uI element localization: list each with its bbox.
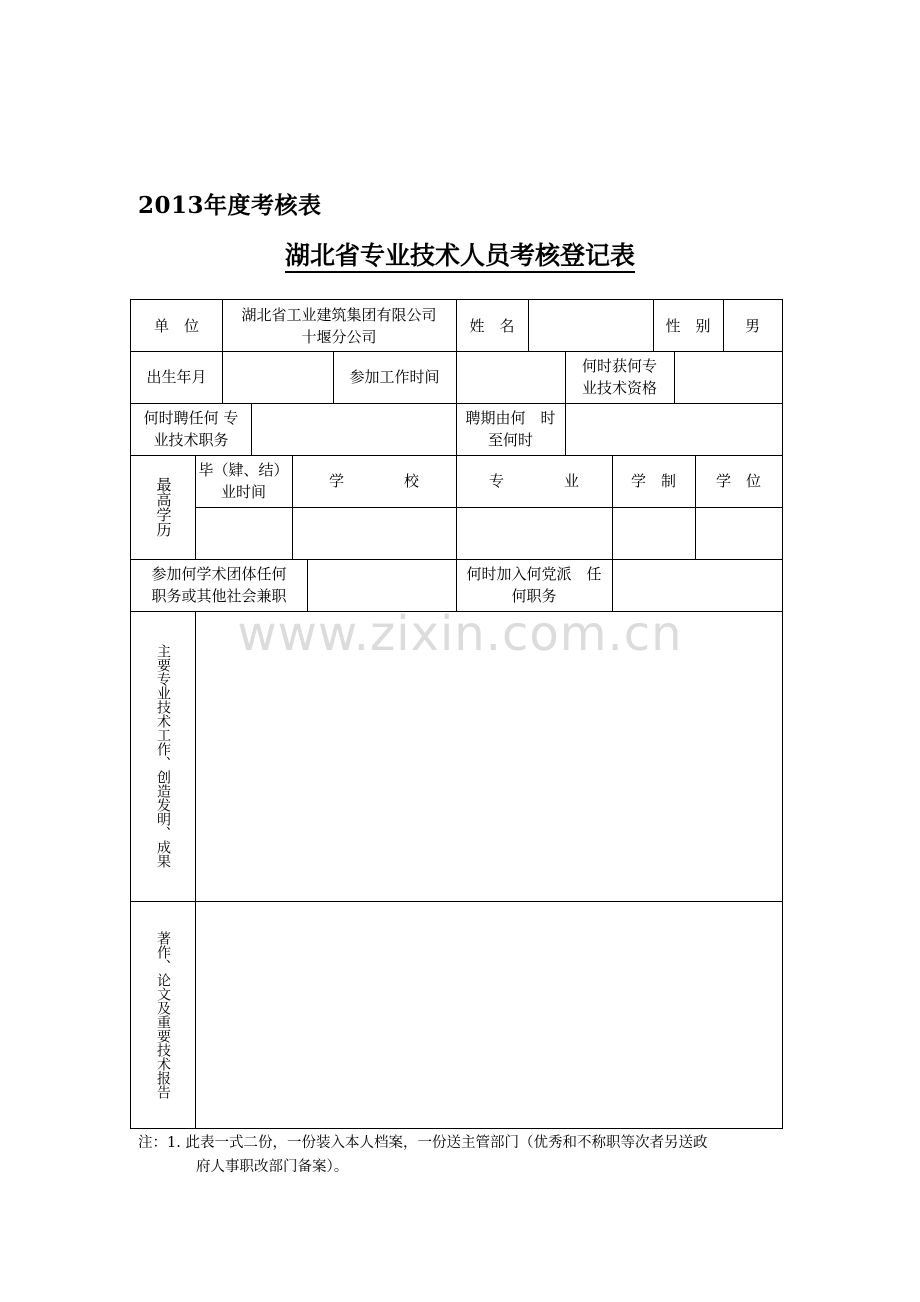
term-label: 聘期由何 时 至何时 — [465, 409, 556, 449]
appointment-field[interactable] — [251, 403, 456, 455]
publications-label: 著作、论文及重要技术报告 — [155, 930, 171, 1099]
form-table — [130, 299, 783, 1129]
form-title — [0, 236, 920, 272]
gender-value[interactable]: 男 — [744, 316, 760, 335]
graduation-field[interactable] — [195, 507, 292, 559]
name-label: 姓 名 — [469, 316, 515, 335]
publications-field[interactable] — [195, 901, 782, 1128]
form-title-text: 湖北省专业技术人员考核登记表 — [285, 241, 635, 273]
birth-label: 出生年月 — [146, 368, 207, 386]
graduation-label: 毕（肄、结） 业时间 — [198, 461, 289, 501]
qualification-field[interactable] — [674, 351, 782, 403]
major-label: 专 业 — [488, 472, 579, 490]
work-start-field[interactable] — [456, 351, 565, 403]
system-label: 学 制 — [630, 472, 676, 490]
achievements-field[interactable] — [195, 611, 782, 901]
gender-label: 性 别 — [665, 316, 711, 335]
system-field[interactable] — [612, 507, 695, 559]
party-label: 何时加入何党派 任 何职务 — [466, 565, 602, 605]
education-section-label: 最高学历 — [154, 477, 173, 537]
school-label: 学 校 — [328, 472, 419, 490]
achievements-label: 主要专业技术工作、创造发明、成果 — [155, 644, 171, 868]
party-field[interactable] — [612, 559, 782, 611]
footnote-line-2: 府人事职改部门备案）。 — [196, 1159, 349, 1175]
academic-field[interactable] — [307, 559, 456, 611]
unit-label: 单 位 — [153, 316, 199, 335]
term-field[interactable] — [565, 403, 782, 455]
name-field[interactable] — [528, 300, 653, 351]
birth-field[interactable] — [222, 351, 333, 403]
year-title: 2013年度考核表 — [138, 192, 322, 219]
appointment-label: 何时聘任何 专 业技术职务 — [143, 409, 239, 449]
work-start-label: 参加工作时间 — [349, 368, 440, 386]
qualification-label: 何时获何专 业技术资格 — [581, 357, 657, 397]
degree-field[interactable] — [695, 507, 782, 559]
footnote-line-1: 注：1. 此表一式二份，一份装入本人档案，一份送主管部门（优秀和不称职等次者另送政 — [138, 1135, 708, 1151]
unit-value[interactable]: 湖北省工业建筑集团有限公司 十堰分公司 — [241, 305, 437, 346]
major-field[interactable] — [456, 507, 612, 559]
degree-label: 学 位 — [715, 472, 761, 490]
school-field[interactable] — [292, 507, 456, 559]
academic-label: 参加何学术团体任何 职务或其他社会兼职 — [151, 565, 287, 605]
watermark: www.zixin.com.cn — [237, 606, 683, 662]
